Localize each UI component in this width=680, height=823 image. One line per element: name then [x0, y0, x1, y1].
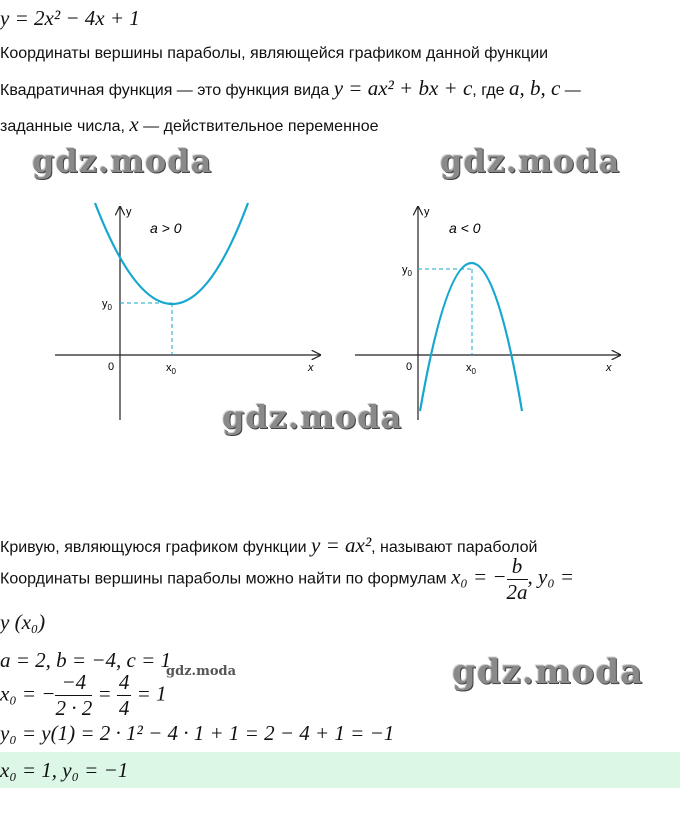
curve-text-2: , называют параболой	[371, 539, 538, 556]
origin-label: 0	[108, 361, 115, 373]
watermark: gdz.moda	[222, 398, 403, 436]
vertex-text: Координаты вершины параболы можно найти по формулам	[0, 570, 447, 588]
curve-text: Кривую, являющуюся графиком функции	[0, 539, 307, 556]
x0-calc-result: = 1	[131, 681, 167, 706]
definition-where: , где	[472, 82, 505, 99]
parabola-graph-down	[350, 195, 630, 425]
y-axis-label: y	[126, 206, 132, 218]
x0-fraction-2	[117, 672, 132, 719]
x0-label-main: x	[466, 362, 472, 374]
x0-label-sub: 0	[471, 367, 476, 376]
x-axis-label: x	[606, 362, 612, 374]
y0-label-sub: 0	[407, 269, 412, 278]
definition-xvar: x	[129, 112, 139, 136]
x-axis-label: x	[308, 362, 314, 374]
curve-definition	[0, 533, 537, 558]
origin-label: 0	[406, 361, 413, 373]
y0-label-sub: 0	[107, 303, 112, 312]
definition-text: Квадратичная функция — это функция вида	[0, 82, 330, 99]
watermark: gdz.moda	[32, 142, 213, 180]
y0-label-main: y	[402, 264, 408, 276]
watermark: gdz.moda	[440, 142, 621, 180]
y0-label-main: y	[102, 298, 108, 310]
definition-text-3: — действительное переменное	[138, 118, 379, 135]
x0-label-sub: 0	[171, 367, 176, 376]
vertex-formula-y: , y₀ =	[527, 564, 575, 589]
vertex-formula-y-cont: y (x₀)	[0, 610, 46, 634]
parabola-graph-up	[50, 195, 330, 425]
x0-label	[466, 362, 477, 376]
y0-label	[402, 264, 413, 278]
vertex-formula-line	[0, 556, 574, 603]
definition-text-2: заданные числа,	[0, 118, 125, 135]
vertex-formula-x: x₀ = −	[451, 564, 507, 589]
answer-text: x₀ = 1, y₀ = −1	[0, 758, 129, 782]
condition-label: a < 0	[449, 220, 481, 236]
fraction-denominator: 2 · 2	[55, 696, 93, 720]
x0-calculation	[0, 672, 167, 719]
fraction-numerator: −4	[55, 672, 92, 696]
x0-label-main: x	[166, 362, 172, 374]
task-text: Координаты вершины параболы, являющейся графиком данной функции	[0, 45, 549, 62]
fraction-denominator: 2a	[506, 580, 528, 604]
fraction-denominator: 4	[118, 696, 130, 720]
coefficients: a = 2, b = −4, c = 1	[0, 648, 172, 672]
definition-vars: a, b, c	[509, 76, 561, 100]
x0-calc-lhs: x₀ = −	[0, 681, 56, 706]
definition-dash: —	[560, 82, 581, 99]
fraction-numerator: 4	[118, 670, 130, 694]
definition-line-1	[0, 76, 581, 101]
watermark-small: gdz.moda	[166, 664, 237, 679]
equals: =	[92, 681, 117, 706]
y-axis-label: y	[424, 206, 430, 218]
vertex-fraction	[507, 556, 528, 603]
watermark: gdz.moda	[452, 652, 644, 692]
x0-fraction-1	[55, 672, 92, 719]
function-formula: y = 2x² − 4x + 1	[0, 6, 140, 30]
x0-label	[166, 362, 177, 376]
definition-formula: y = ax² + bx + c	[333, 76, 473, 100]
curve-formula: y = ax²	[311, 533, 372, 557]
parabola-curve-up	[95, 203, 248, 304]
y0-calculation: y₀ = y(1) = 2 · 1² − 4 · 1 + 1 = 2 − 4 + 1 = −1	[0, 721, 395, 745]
definition-line-2	[0, 112, 379, 137]
parabola-curve-down	[420, 263, 522, 411]
fraction-numerator: b	[507, 556, 528, 580]
condition-label: a > 0	[150, 220, 182, 236]
y0-label	[102, 298, 113, 312]
answer-highlight	[0, 752, 680, 788]
